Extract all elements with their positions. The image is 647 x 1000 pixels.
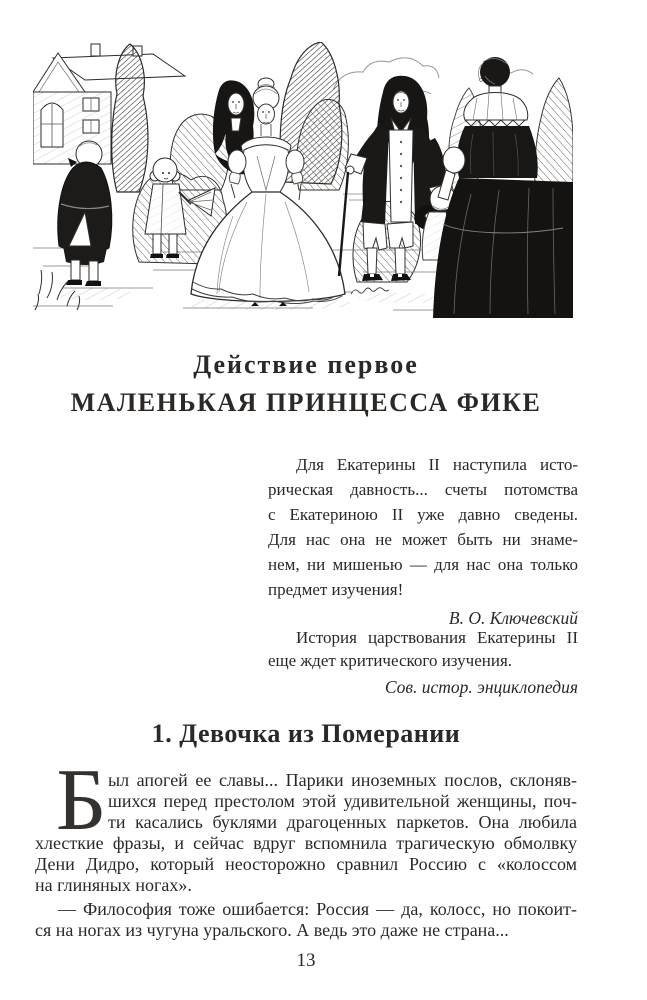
body-line: — Философия тоже ошибается: Россия — да, колосс, но покоит-	[58, 899, 577, 919]
body-line: ся на ногах из чугуна уральского. А ведь это даже не страна...	[35, 920, 509, 940]
epigraph-1	[268, 452, 578, 631]
drop-cap: Б	[56, 752, 107, 849]
epigraph-line: еще ждет критического изучения.	[268, 651, 513, 670]
act-title: Действие первое	[193, 350, 419, 379]
epigraph-line: Для нас она не может быть ни знаме-	[268, 530, 578, 549]
epigraph-2	[268, 626, 578, 699]
body-line: шихся перед престолом этой удивительной женщины, поч-	[108, 791, 577, 811]
tall-dark-tree-left	[112, 44, 148, 192]
epigraph-line: Для Екатерины II наступила исто-	[296, 455, 578, 474]
page-number: 13	[296, 950, 316, 971]
act-title-block	[35, 350, 577, 418]
epigraph-line: История царствования Екатерины II	[296, 628, 578, 647]
body-line: Дени Дидро, который неосторожно сравнил Россию с «колоссом	[35, 854, 577, 874]
body-text	[35, 752, 577, 941]
garden-engraving-illustration	[33, 42, 573, 318]
epigraph-line: предмет изучения!	[268, 580, 404, 599]
body-line: ти касались буклями драгоценных паркетов. Она любила	[108, 812, 577, 832]
artist-signature	[351, 288, 389, 294]
body-line: ыл апогей ее славы... Парики иноземных послов, склоняв-	[108, 770, 577, 790]
act-subtitle: МАЛЕНЬКАЯ ПРИНЦЕССА ФИКЕ	[70, 388, 542, 417]
body-line: хлесткие фразы, и сейчас вдруг вспомнила трагическую обмолвку	[35, 833, 577, 853]
section-heading: 1. Девочка из Померании	[151, 719, 461, 748]
epigraph-line: нем, ни мишенью — для нас она только	[268, 555, 578, 574]
epigraph-attribution: Сов. истор. энциклопедия	[384, 677, 578, 697]
body-line: на глиняных ногах».	[35, 875, 192, 895]
epigraph-attribution: В. О. Ключевский	[448, 608, 578, 628]
palace-building	[33, 44, 185, 164]
epigraph-line: рическая давность... счеты потомства	[268, 480, 578, 499]
epigraph-line: с Екатериною II уже давно сведены.	[268, 505, 578, 524]
